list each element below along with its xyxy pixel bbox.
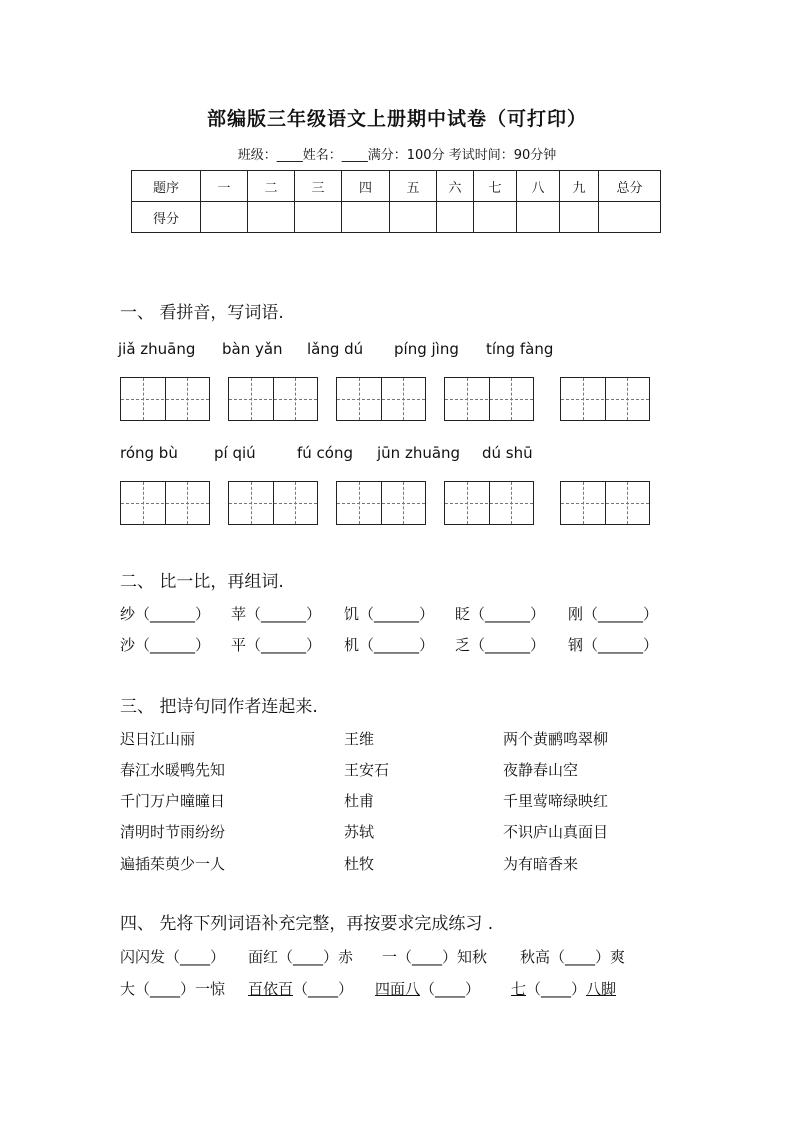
score-cell[interactable] [295,202,342,233]
word-compare-item: 苹（______） [231,605,322,623]
page-title: 部编版三年级语文上册期中试卷（可打印） [206,108,587,130]
score-header-cell: 二 [248,171,295,202]
idiom-underlined-part: 四面八 [375,980,421,998]
poem-line: 千门万户曈曈日 [120,792,226,810]
score-row-label: 得分 [132,202,201,233]
idiom-fill-item: 大（____）一惊 [120,980,226,998]
word-compare-item: 饥（______） [344,605,435,623]
score-table-score-row [132,202,661,233]
writing-box[interactable] [336,377,426,421]
score-header-cell: 九 [560,171,599,202]
idiom-fill-item: 闪闪发（____） [120,948,226,966]
score-header-cell: 四 [342,171,390,202]
student-info-line: 班级：____姓名：____满分：100分 考试时间：90分钟 [237,148,557,163]
poet-name: 杜牧 [344,855,375,873]
score-table-header-row [132,171,661,202]
word-compare-item: 刚（______） [568,605,659,623]
pinyin-label: fú cóng [297,444,354,462]
pinyin-label: píng jìng [394,340,459,358]
pinyin-label: tíng fàng [486,340,554,358]
pinyin-label: dú shū [482,444,533,462]
score-cell[interactable] [342,202,390,233]
idiom-fill-item: 面红（____）赤 [248,948,354,966]
idiom-blank: （____） [293,980,354,998]
poem-line: 为有暗香来 [503,855,579,873]
word-compare-item: 沙（______） [120,636,211,654]
score-header-cell: 总分 [599,171,661,202]
score-cell[interactable] [517,202,560,233]
poet-name: 苏轼 [344,823,375,841]
pinyin-label: lǎng dú [307,340,364,358]
idiom-underlined-part: 百依百 [248,980,294,998]
writing-box[interactable] [120,481,210,525]
writing-box[interactable] [336,481,426,525]
section4-heading: 四、 先将下列词语补充完整，再按要求完成练习 . [120,914,494,934]
score-header-cell: 六 [437,171,474,202]
score-header-cell: 五 [390,171,437,202]
word-compare-item: 钢（______） [568,636,659,654]
score-header-cell: 八 [517,171,560,202]
score-header-cell: 题序 [132,171,201,202]
pinyin-label: jūn zhuāng [377,444,461,462]
section1-heading: 一、 看拼音，写词语. [120,303,284,323]
pinyin-label: róng bù [120,444,178,462]
score-header-cell: 一 [201,171,248,202]
score-cell[interactable] [474,202,517,233]
poem-line: 遍插茱萸少一人 [120,855,226,873]
idiom-fill-item [375,978,480,999]
idiom-fill-item [511,978,616,999]
word-compare-item: 平（______） [231,636,322,654]
idiom-fill-item [248,978,353,999]
word-compare-item: 眨（______） [455,605,546,623]
section2-heading: 二、 比一比，再组词. [120,572,284,592]
score-header-cell: 三 [295,171,342,202]
poem-line: 清明时节雨纷纷 [120,823,226,841]
pinyin-label: jiǎ zhuāng [118,340,196,358]
writing-box[interactable] [560,377,650,421]
poem-line: 不识庐山真面目 [503,823,609,841]
idiom-underlined-part: 七 [511,980,527,998]
score-header-cell: 七 [474,171,517,202]
score-cell[interactable] [560,202,599,233]
word-compare-item: 机（______） [344,636,435,654]
score-cell[interactable] [599,202,661,233]
writing-box[interactable] [560,481,650,525]
poet-name: 王维 [344,730,375,748]
idiom-fill-item: 秋高（____）爽 [520,948,626,966]
poem-line: 两个黄鹂鸣翠柳 [503,730,609,748]
writing-box[interactable] [444,377,534,421]
idiom-blank: （____） [420,980,481,998]
poet-name: 王安石 [344,761,390,779]
writing-box[interactable] [444,481,534,525]
poem-line: 千里莺啼绿映红 [503,792,609,810]
section3-heading: 三、 把诗句同作者连起来. [120,697,318,717]
idiom-fill-item: 一（____）知秋 [382,948,488,966]
score-cell[interactable] [390,202,437,233]
pinyin-label: pí qiú [214,444,256,462]
idiom-underlined-part: 八脚 [586,980,617,998]
score-table [131,170,661,233]
poem-line: 迟日江山丽 [120,730,196,748]
writing-box[interactable] [228,481,318,525]
word-compare-item: 纱（______） [120,605,211,623]
score-cell[interactable] [437,202,474,233]
pinyin-label: bàn yǎn [222,340,283,358]
poet-name: 杜甫 [344,792,375,810]
score-cell[interactable] [201,202,248,233]
poem-line: 春江水暖鸭先知 [120,761,226,779]
score-cell[interactable] [248,202,295,233]
idiom-blank: （____） [526,980,587,998]
word-compare-item: 乏（______） [455,636,546,654]
poem-line: 夜静春山空 [503,761,579,779]
writing-box[interactable] [228,377,318,421]
writing-box[interactable] [120,377,210,421]
